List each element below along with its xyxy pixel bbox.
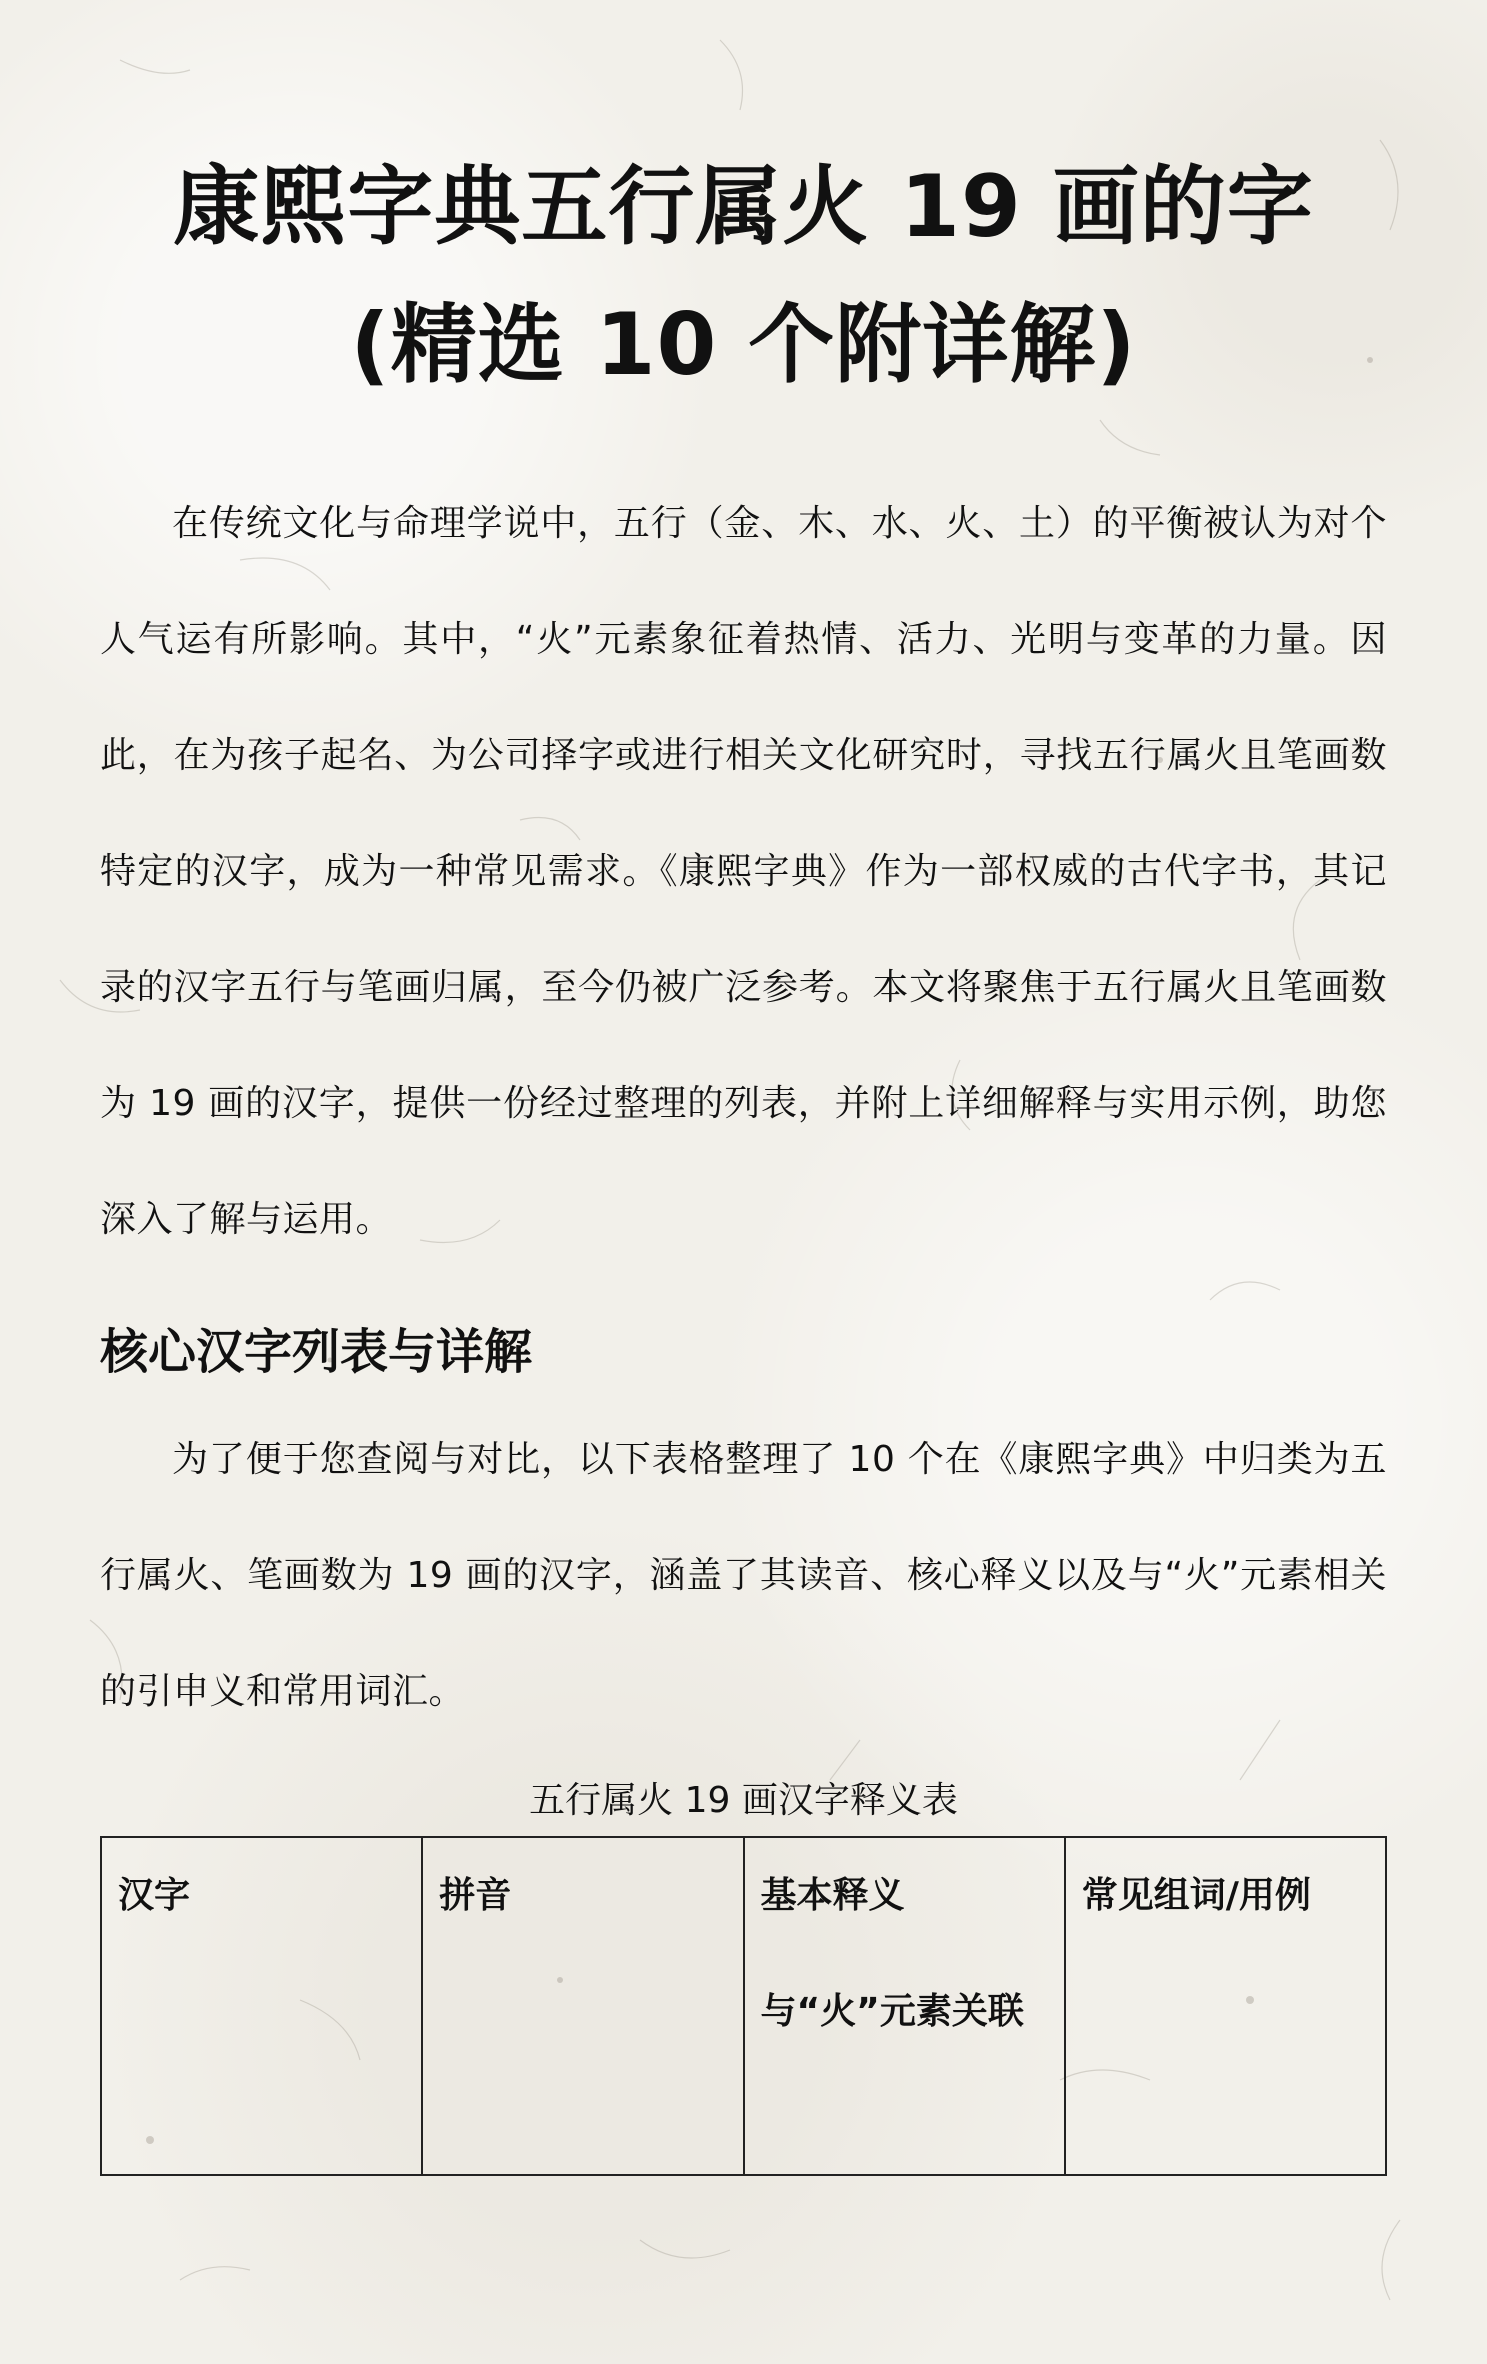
header-char (101, 1837, 422, 2175)
header-meaning-label: 基本释义 (760, 1875, 905, 1916)
header-char-label: 汉字 (118, 1875, 191, 1916)
intro-paragraph: 在传统文化与命理学说中，五行（金、木、水、火、土）的平衡被认为对个人气运有所影响。其中，“火”元素象征着热情、活力、光明与变革的力量。因此，在为孩子起名、为公司择字或进行相关文化研究时，寻找五行属火且笔画数特定的汉字，成为一种常见需求。《康熙字典》作为一部权威的古代字书，其记录的汉字五行与笔画归属，至今仍被广泛参考。本文将聚焦于五行属火且笔画数为 19 画的汉字，提供一份经过整理的列表，并附上详细解释与实用示例，助您深入了解与运用。 (100, 503, 1387, 1240)
section-description: 为了便于您查阅与对比，以下表格整理了 10 个在《康熙字典》中归类为五行属火、笔画数为 19 画的汉字，涵盖了其读音、核心释义以及与“火”元素相关的引申义和常用词汇。 (100, 1439, 1387, 1712)
header-examples (1065, 1837, 1386, 2175)
title-line-2: (精选 10 个附详解) (350, 295, 1137, 395)
header-fire-relation-label: 与“火”元素关联 (760, 1991, 1024, 2032)
character-meaning-table (100, 1836, 1387, 2176)
table-caption: 五行属火 19 画汉字释义表 (529, 1780, 958, 1821)
header-pinyin-label: 拼音 (439, 1875, 512, 1916)
section-heading: 核心汉字列表与详解 (100, 1324, 533, 1380)
article (100, 0, 1387, 2176)
title-line-1: 康熙字典五行属火 19 画的字 (173, 157, 1314, 257)
header-meaning (744, 1837, 1065, 2175)
header-pinyin (422, 1837, 743, 2175)
page-title (100, 138, 1387, 414)
table-header-row (101, 1837, 1386, 2175)
header-examples-label: 常见组词/用例 (1081, 1875, 1311, 1916)
